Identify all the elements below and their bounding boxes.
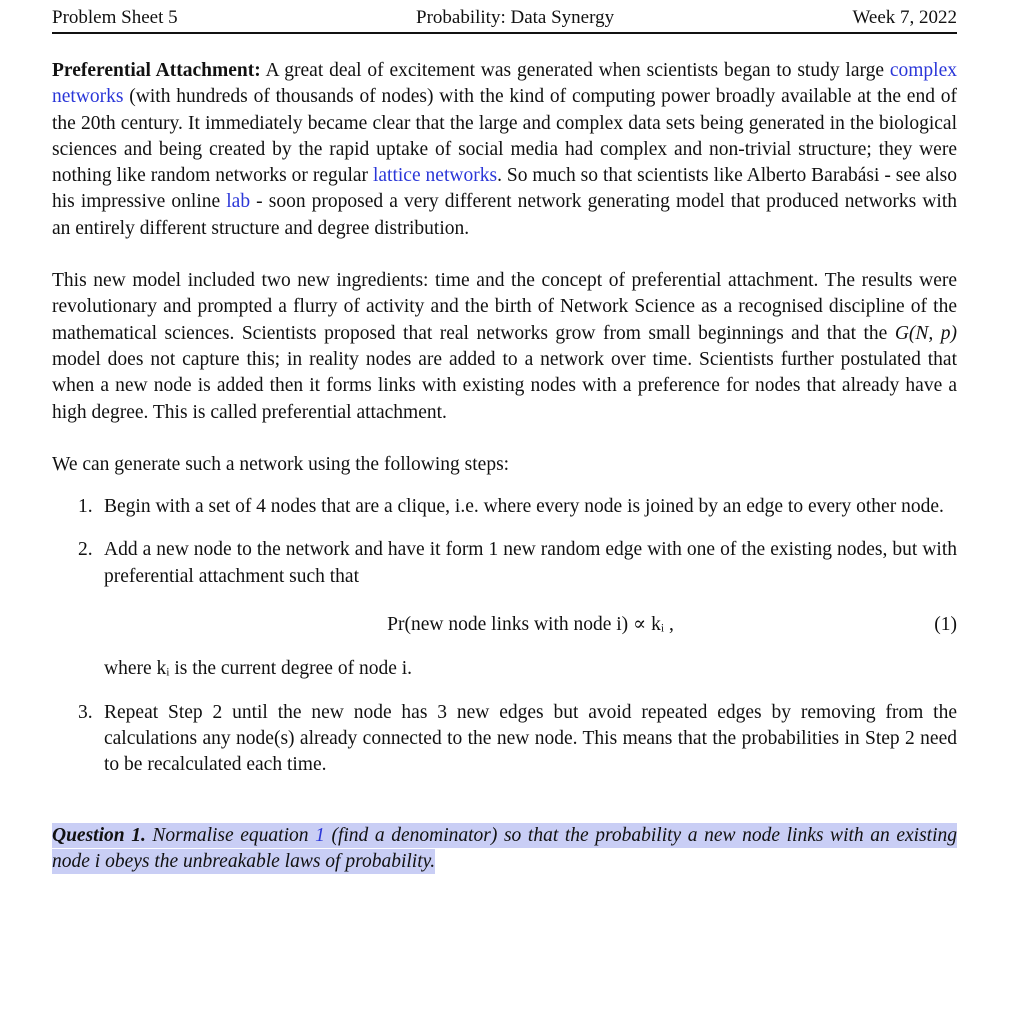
text: Normalise equation <box>145 824 316 846</box>
equation-number: (1) <box>934 614 957 636</box>
step-after-text: where kᵢ is the current degree of node i. <box>104 658 413 680</box>
text: - soon proposed a very different network generating model that produced networks with an entirely different structure and degree distribution. <box>52 191 958 239</box>
step-text: Add a new node to the network and have it form 1 new random edge with one of the existing nodes, but with preferential attachment such that <box>104 539 957 587</box>
text: A great deal of excitement was generated when scientists began to study large <box>260 60 890 81</box>
paragraph-intro <box>52 58 957 242</box>
steps-list <box>52 494 957 778</box>
link-lab[interactable]: lab <box>226 191 251 213</box>
list-item <box>52 700 957 779</box>
header-sheet: Problem Sheet 5 <box>52 7 178 28</box>
step-number: 1. <box>78 496 93 518</box>
header-rule <box>52 32 957 34</box>
list-item <box>52 537 957 682</box>
question-block <box>52 823 957 876</box>
document-body <box>52 58 957 875</box>
step-number: 2. <box>78 539 93 561</box>
equation-text: Pr(new node links with node i) ∝ kᵢ , <box>387 614 674 636</box>
text: . So much so that scientists like Alberto Barabási - see also his impressive online <box>52 165 958 213</box>
link-complex-networks[interactable]: complex networks <box>52 60 958 108</box>
text: (find a denominator) so that the probability a new node links with an existing node i obeys the unbreakable laws of probability. <box>52 824 957 872</box>
step-text: Repeat Step 2 until the new node has 3 new edges but avoid repeated edges by removing from the calculations any node(s) already connected to the new node. This means that the probabilities in Step 2 need to be recalculated each time. <box>104 701 957 776</box>
equation-ref-link[interactable]: 1 <box>315 824 325 846</box>
step-number: 3. <box>78 701 93 723</box>
equation-1 <box>104 612 957 638</box>
question-label: Question 1. <box>52 824 146 846</box>
question-highlight[interactable] <box>52 823 957 874</box>
header-title: Probability: Data Synergy <box>416 7 615 28</box>
step-text: Begin with a set of 4 nodes that are a clique, i.e. where every node is joined by an edge to every other node. <box>104 496 944 518</box>
list-item <box>52 494 957 520</box>
paragraph-model <box>52 268 957 426</box>
text: This new model included two new ingredients: time and the concept of preferential attachment. The results were revolutionary and prompted a flurry of activity and the birth of Network Science as a recognised discipline of the mathematical sciences. Scientists proposed that real networks grow from small beginnings and that the <box>52 270 957 344</box>
text: model does not capture this; in reality nodes are added to a network over time. Scientists further postulated that when a new node is added then it forms links with existing nodes with a preference for nodes that already have a high degree. This is called preferential attachment. <box>52 348 957 423</box>
header-week: Week 7, 2022 <box>852 7 957 28</box>
text: (with hundreds of thousands of nodes) with the kind of computing power broadly available at the end of the 20th century. It immediately became clear that the large and complex data sets being generated in the biological sciences and being created by the rapid uptake of social media had complex and non-trivial structure; they were nothing like random networks or regular <box>52 86 957 187</box>
page-header <box>52 4 957 32</box>
model-notation: G(N, p) <box>894 322 957 344</box>
link-lattice-networks[interactable]: lattice networks <box>372 165 498 187</box>
paragraph-steps-intro: We can generate such a network using the following steps: <box>52 453 510 475</box>
section-heading: Preferential Attachment: <box>52 60 261 81</box>
